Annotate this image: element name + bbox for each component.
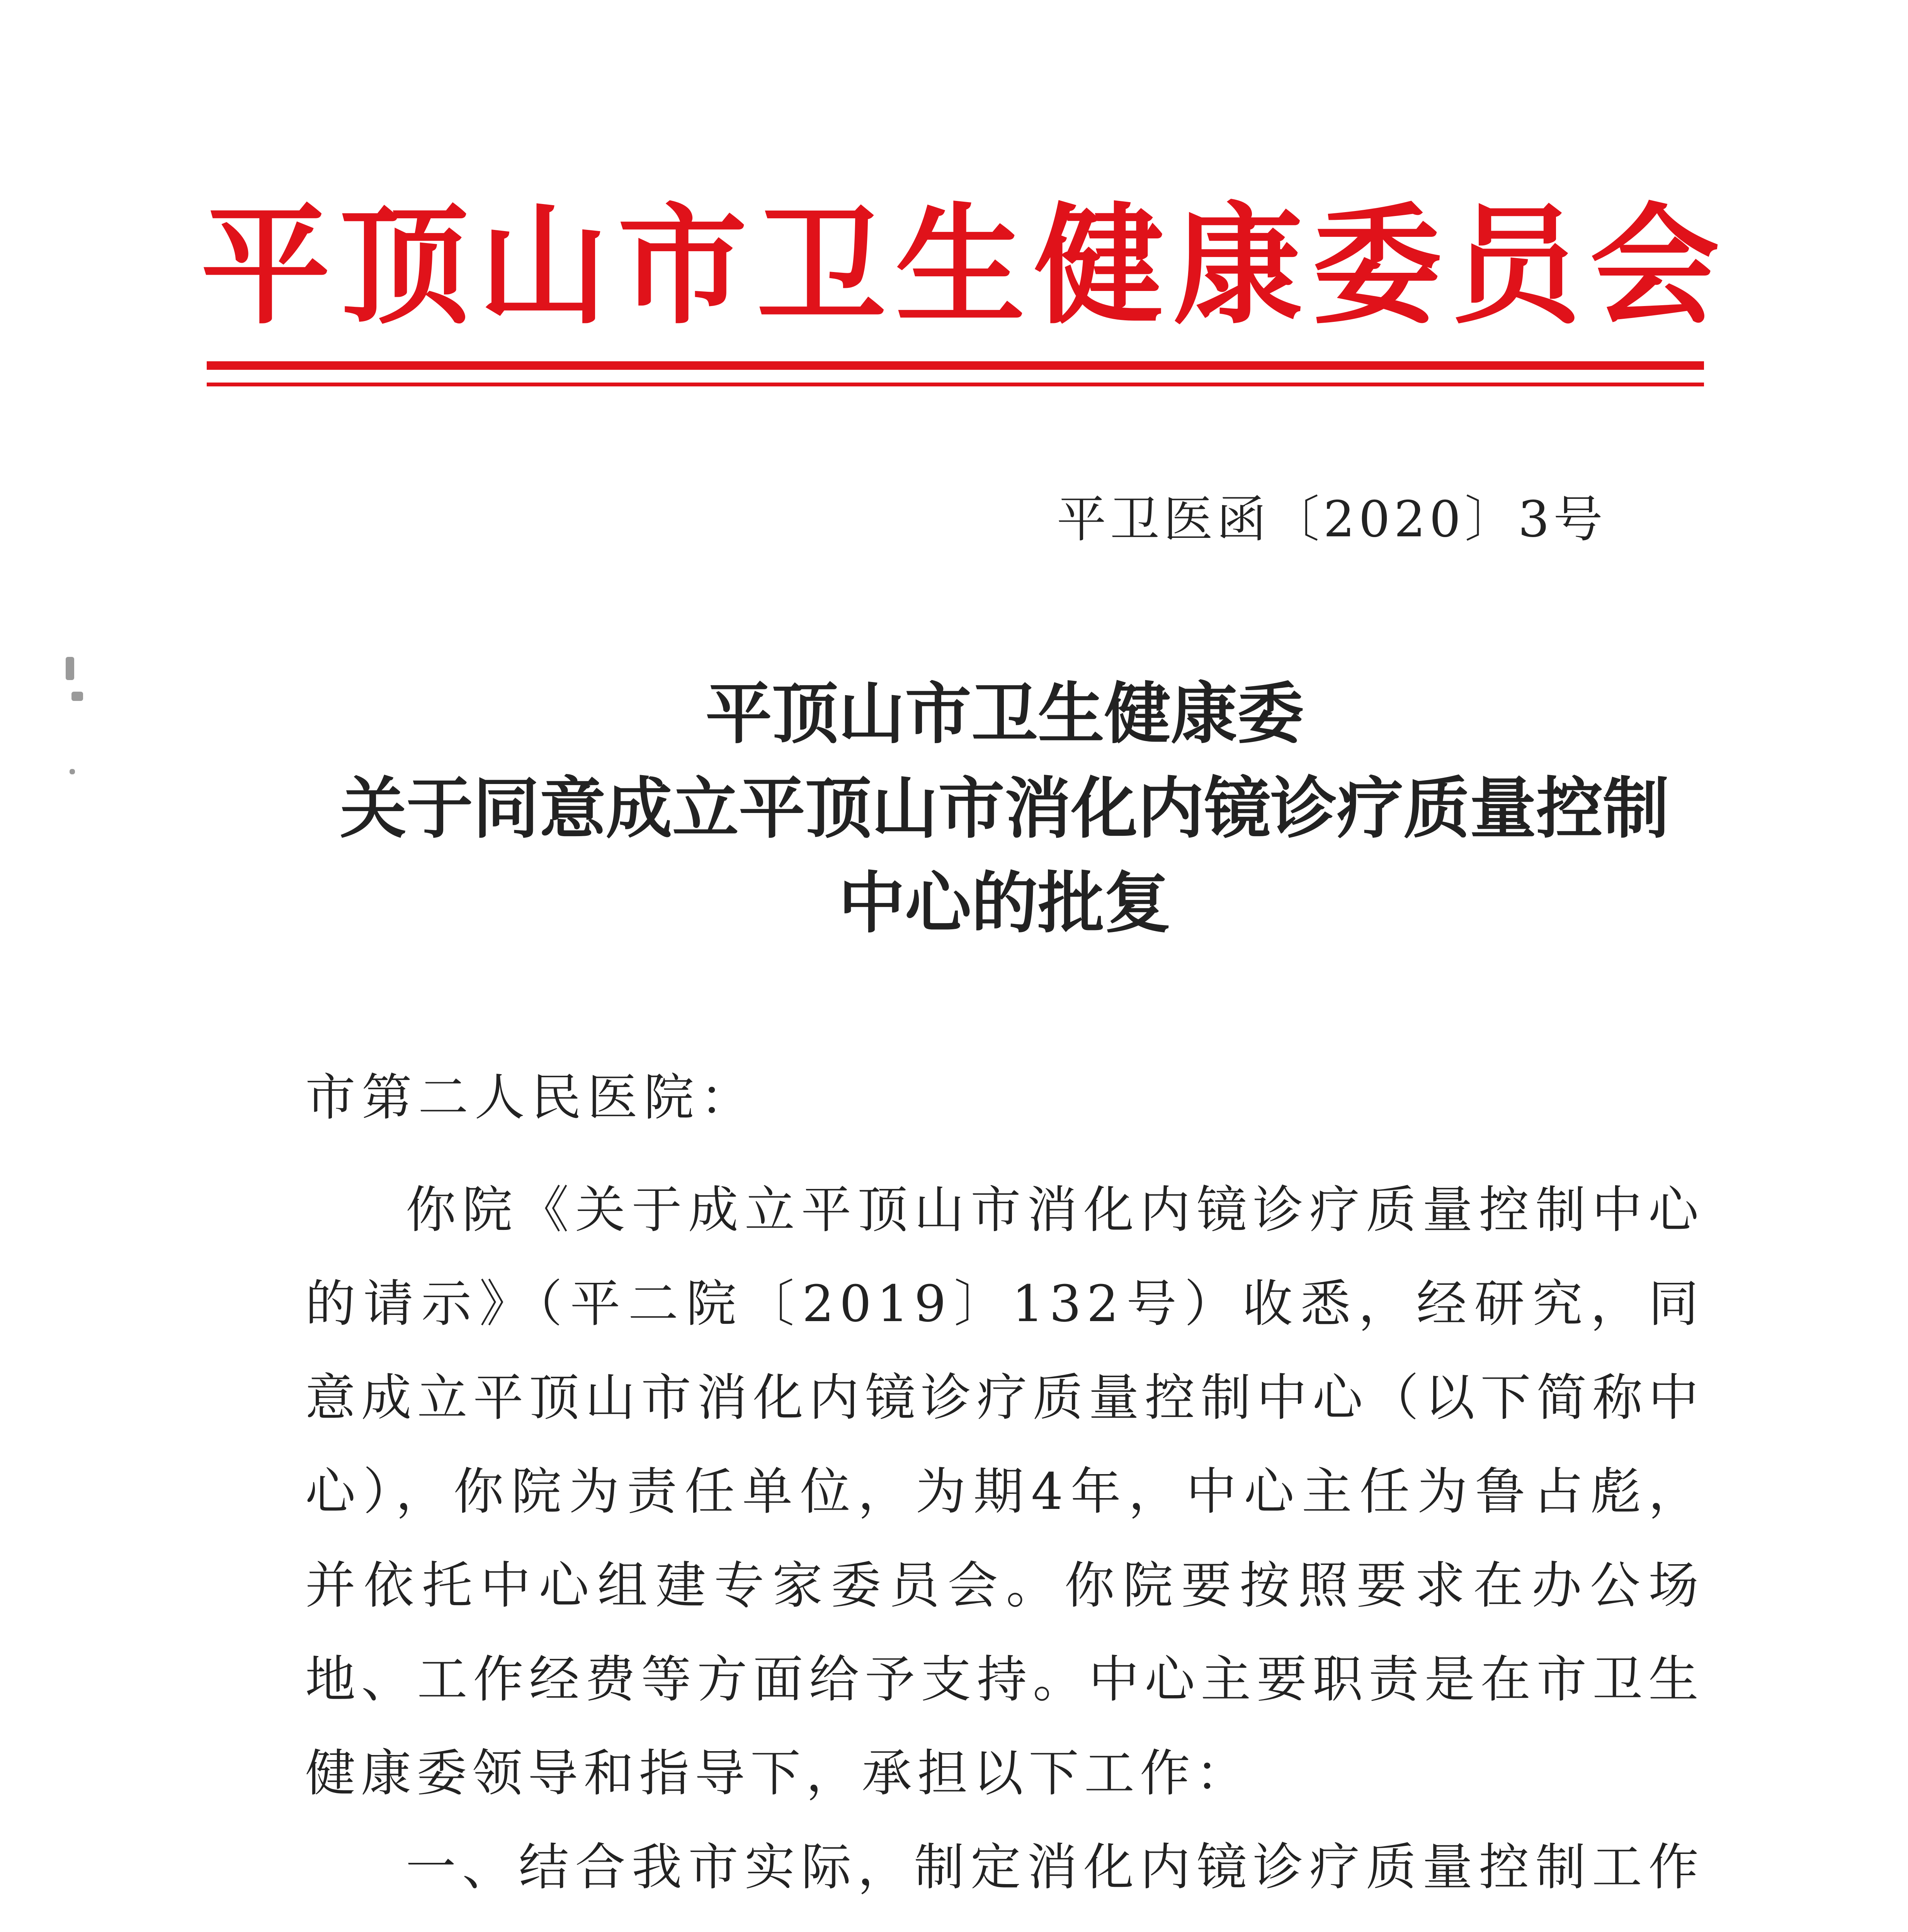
letterhead-rule-thick <box>207 361 1704 370</box>
title-line-1: 平顶山市卫生健康委 <box>706 675 1304 753</box>
letterhead-rule-thin <box>207 383 1704 386</box>
body-paragraph: 一、结合我市实际，制定消化内镜诊疗质量控制工作 <box>406 1838 1704 1896</box>
letterhead-org-name: 平顶山市卫生健康委员会 <box>201 191 1719 342</box>
title-line-3: 中心的批复 <box>838 864 1171 942</box>
body-paragraph: 你院《关于成立平顶山市消化内镜诊疗质量控制中心的请示》（平二院〔2019〕132号）收悉，经研究，同意成立平顶山市消化内镜诊疗质量控制中心（以下简称中心），你院为责任单位，为期4年，中心主任为鲁占彪，并依托中心组建专家委员会。你院要按照要求在办公场地、工作经费等方面给予支持。中心主要职责是在市卫生健康委领导和指导下，承担以下工作： <box>305 1180 1704 1803</box>
binding-hole-mark <box>66 657 74 680</box>
binding-hole-mark <box>70 769 75 774</box>
document-body <box>305 1163 1704 1932</box>
binding-hole-mark <box>71 692 83 701</box>
document-title <box>301 667 1708 951</box>
document-number: 平卫医函〔2020〕3号 <box>1056 491 1607 548</box>
salutation: 市第二人民医院： <box>305 1068 757 1127</box>
title-line-2: 关于同意成立平顶山市消化内镜诊疗质量控制 <box>340 770 1669 847</box>
